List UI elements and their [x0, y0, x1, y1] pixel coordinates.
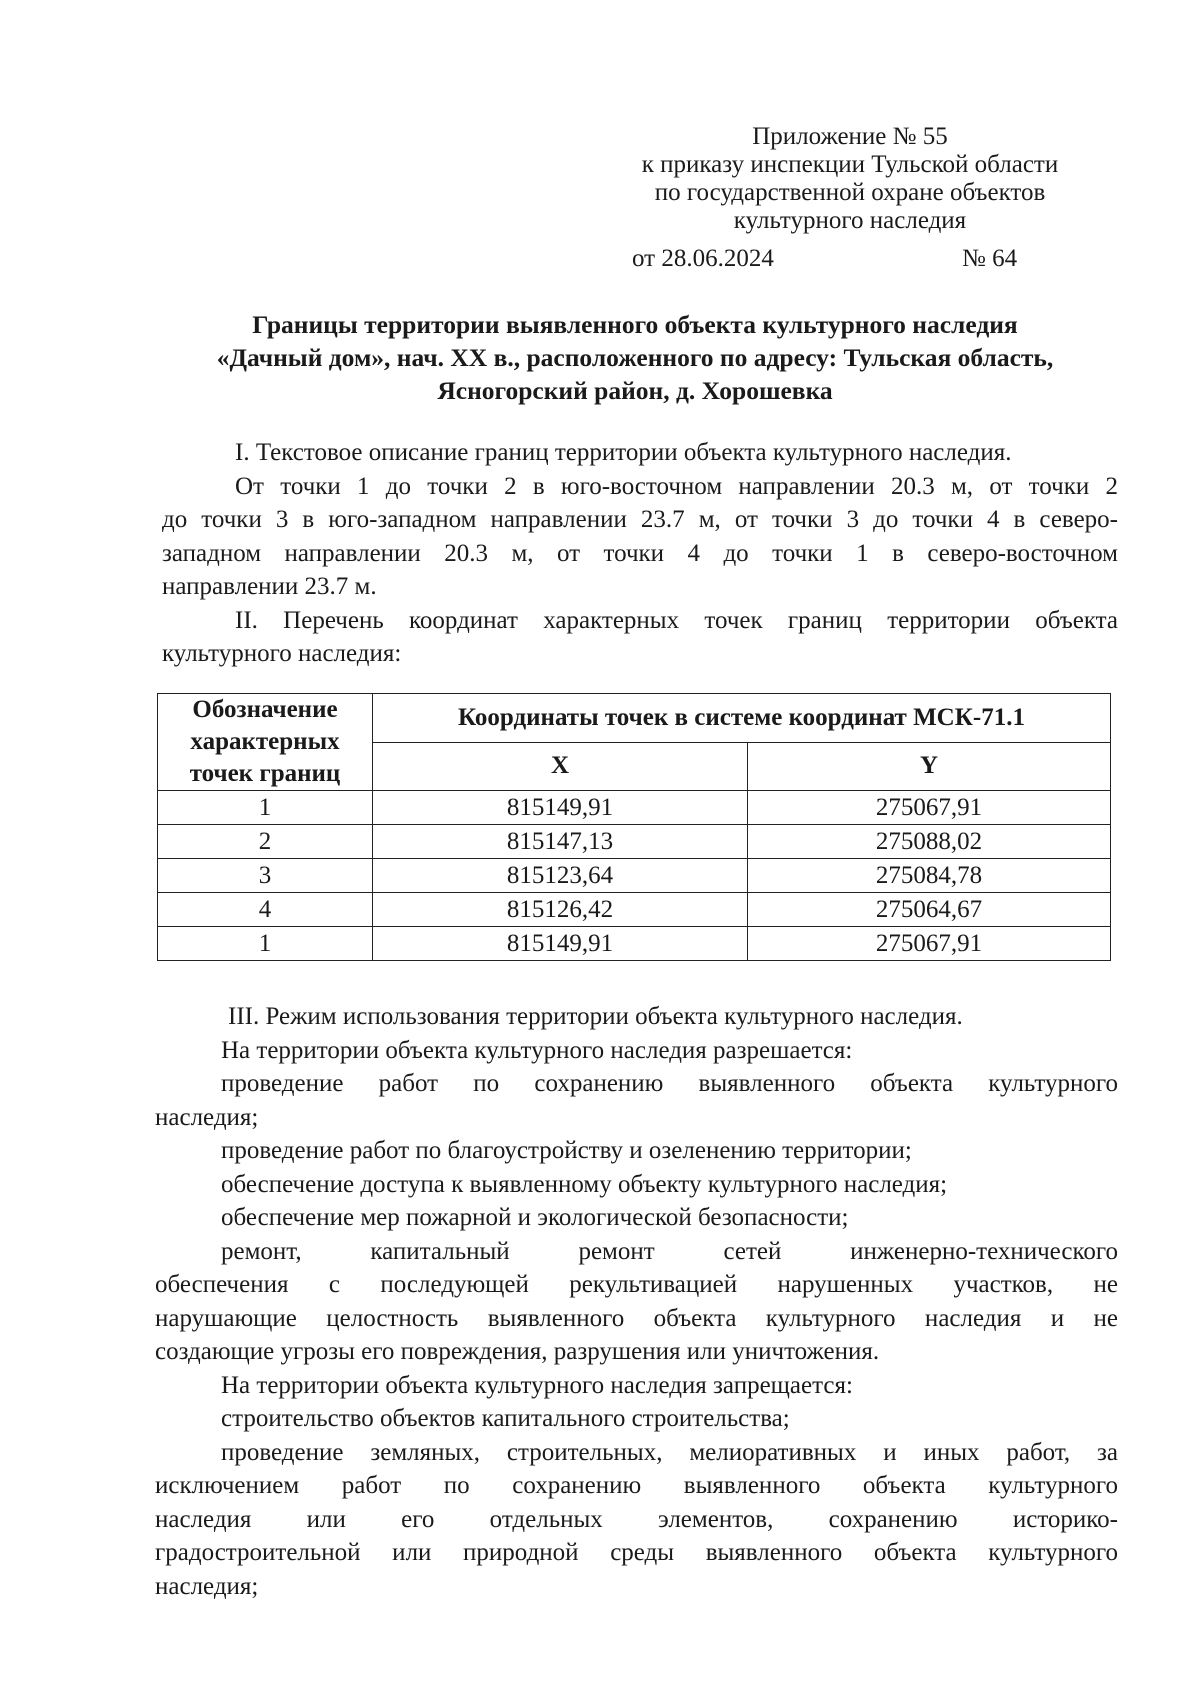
cell-x: 815123,64: [373, 859, 748, 893]
section-3: [155, 1000, 1118, 1603]
list-item-cont: нарушающие целостность выявленного объекта культурного наследия и не: [155, 1304, 1118, 1332]
text-line: направлении 23.7 м.: [162, 573, 377, 600]
list-item: обеспечение доступа к выявленному объекту культурного наследия;: [221, 1170, 948, 1198]
cell-point: 2: [158, 825, 373, 859]
order-date: от 28.06.2024: [632, 245, 774, 272]
cell-point: 4: [158, 893, 373, 927]
cell-x: 815149,91: [373, 927, 748, 961]
cell-point: 3: [158, 859, 373, 893]
cell-point: 1: [158, 791, 373, 825]
coordinates-table: [157, 693, 1111, 961]
forbidden-intro: На территории объекта культурного наследия запрещается:: [221, 1371, 853, 1399]
list-item: ремонт, капитальный ремонт сетей инженерно-технического: [221, 1237, 1118, 1265]
cell-y: 275067,91: [748, 791, 1111, 825]
table-row: [158, 825, 1111, 859]
appendix-authority-cont: культурного наследия: [733, 207, 967, 234]
cell-y: 275067,91: [748, 927, 1111, 961]
list-item: проведение земляных, строительных, мелиоративных и иных работ, за: [221, 1438, 1118, 1466]
list-item-cont: исключением работ по сохранению выявленного объекта культурного: [155, 1472, 1118, 1499]
cell-x: 815147,13: [373, 825, 748, 859]
table-header-row: [158, 694, 1111, 743]
list-item: проведение работ по сохранению выявленного объекта культурного: [221, 1070, 1118, 1097]
section-2-heading: II. Перечень координат характерных точек границ территории объекта: [235, 606, 1118, 634]
section-3-heading: III. Режим использования территории объекта культурного наследия.: [228, 1003, 963, 1030]
cell-point: 1: [158, 927, 373, 961]
appendix-header: [590, 123, 1110, 235]
title-line: Границы территории выявленного объекта культурного наследия: [252, 310, 1018, 339]
table-row: [158, 927, 1111, 961]
appendix-order-ref: к приказу инспекции Тульской области: [641, 151, 1059, 178]
section-1-heading: I. Текстовое описание границ территории объекта культурного наследия.: [235, 439, 1012, 466]
document-title: [150, 308, 1120, 407]
text-line: культурного наследия:: [162, 640, 402, 667]
table-row: [158, 893, 1111, 927]
text-line: западном направлении 20.3 м, от точки 4 до точки 1 в северо-восточном: [162, 539, 1118, 567]
text-line: От точки 1 до точки 2 в юго-восточном направлении 20.3 м, от точки 2: [235, 472, 1118, 500]
list-item-cont: наследия;: [155, 1103, 259, 1131]
table-row: [158, 859, 1111, 893]
appendix-authority: по государственной охране объектов: [654, 179, 1046, 206]
section-1: [162, 436, 1118, 671]
header-x: X: [373, 742, 748, 791]
cell-y: 275088,02: [748, 825, 1111, 859]
header-coords: Координаты точек в системе координат МСК-71.1: [373, 694, 1111, 743]
order-number: № 64: [962, 245, 1018, 272]
list-item-cont: градостроительной или природной среды выявленного объекта культурного: [155, 1539, 1118, 1566]
cell-x: 815126,42: [373, 893, 748, 927]
list-item-cont: наследия или его отдельных элементов, сохранению историко-: [155, 1505, 1118, 1533]
list-item: обеспечение мер пожарной и экологической безопасности;: [221, 1204, 849, 1231]
header-y: Y: [748, 742, 1111, 791]
list-item-cont: обеспечения с последующей рекультивацией нарушенных участков, не: [155, 1271, 1118, 1298]
appendix-number: Приложение № 55: [752, 123, 948, 150]
list-item: строительство объектов капитального строительства;: [221, 1405, 790, 1432]
table-row: [158, 791, 1111, 825]
cell-y: 275064,67: [748, 893, 1111, 927]
title-line: «Дачный дом», нач. XX в., расположенного по адресу: Тульская область,: [216, 343, 1054, 372]
allowed-intro: На территории объекта культурного наследия разрешается:: [221, 1036, 853, 1064]
title-line: Ясногорский район, д. Хорошевка: [437, 376, 833, 405]
list-item-cont: наследия;: [155, 1572, 259, 1600]
list-item-cont: создающие угрозы его повреждения, разрушения или уничтожения.: [155, 1338, 880, 1365]
cell-x: 815149,91: [373, 791, 748, 825]
cell-y: 275084,78: [748, 859, 1111, 893]
text-line: до точки 3 в юго-западном направлении 23.7 м, от точки 3 до точки 4 в северо-: [162, 506, 1118, 533]
header-points: Обозначение характерных точек границ: [158, 694, 373, 791]
list-item: проведение работ по благоустройству и озеленению территории;: [221, 1137, 912, 1164]
